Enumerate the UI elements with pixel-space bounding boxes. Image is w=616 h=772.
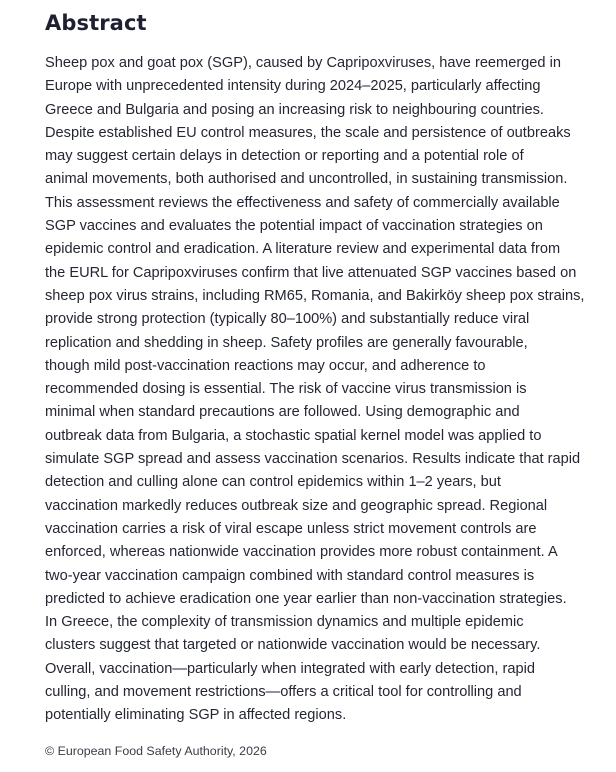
abstract-line: minimal when standard precautions are followed. Using demographic and: [45, 404, 520, 421]
abstract-line: vaccination markedly reduces outbreak size and geographic spread. Regional: [45, 497, 548, 514]
abstract-line: provide strong protection (typically 80–100%) and substantially reduce viral: [45, 311, 530, 328]
abstract-body: [45, 52, 593, 728]
abstract-line: SGP vaccines and evaluates the potential impact of vaccination strategies on: [45, 218, 543, 235]
abstract-line: two-year vaccination campaign combined with standard control measures is: [45, 567, 535, 584]
abstract-line: culling, and movement restrictions—offers a critical tool for controlling and: [45, 684, 522, 701]
abstract-line: Greece and Bulgaria and posing an increasing risk to neighbouring countries.: [45, 101, 544, 118]
abstract-line: In Greece, the complexity of transmission dynamics and multiple epidemic: [45, 614, 524, 631]
abstract-line: animal movements, both authorised and uncontrolled, in sustaining transmission.: [45, 171, 568, 188]
abstract-section: [45, 9, 593, 760]
abstract-line: Europe with unprecedented intensity during 2024–2025, particularly affecting: [45, 78, 541, 95]
abstract-line: Overall, vaccination—particularly when integrated with early detection, rapid: [45, 660, 535, 677]
abstract-line: simulate SGP spread and assess vaccination scenarios. Results indicate that rapid: [45, 451, 581, 468]
abstract-line: replication and shedding in sheep. Safety profiles are generally favourable,: [45, 334, 528, 351]
abstract-line: outbreak data from Bulgaria, a stochastic spatial kernel model was applied to: [45, 427, 542, 444]
abstract-line: epidemic control and eradication. A literature review and experimental data from: [45, 241, 561, 258]
abstract-line: Sheep pox and goat pox (SGP), caused by Capripoxviruses, have reemerged in: [45, 55, 561, 71]
abstract-line: sheep pox virus strains, including RM65, Romania, and Bakirköy sheep pox strains,: [45, 287, 585, 304]
abstract-line: vaccination carries a risk of viral escape unless strict movement controls are: [45, 520, 537, 537]
abstract-line: enforced, whereas nationwide vaccination provides more robust containment. A: [45, 544, 558, 561]
abstract-heading: Abstract: [45, 11, 147, 35]
abstract-line: predicted to achieve eradication one year earlier than non-vaccination strategies.: [45, 590, 567, 607]
abstract-line: clusters suggest that targeted or nationwide vaccination would be necessary.: [45, 637, 541, 654]
abstract-line: the EURL for Capripoxviruses confirm that live attenuated SGP vaccines based on: [45, 264, 577, 281]
abstract-line: This assessment reviews the effectiveness and safety of commercially available: [45, 194, 560, 211]
abstract-line: potentially eliminating SGP in affected regions.: [45, 707, 347, 724]
copyright-notice: © European Food Safety Authority, 2026: [45, 743, 267, 758]
abstract-line: Despite established EU control measures, the scale and persistence of outbreaks: [45, 124, 571, 141]
abstract-line: may suggest certain delays in detection or reporting and a potential role of: [45, 148, 524, 165]
abstract-line: recommended dosing is essential. The risk of vaccine virus transmission is: [45, 381, 527, 398]
abstract-line: though mild post-vaccination reactions may occur, and adherence to: [45, 357, 486, 374]
abstract-line: detection and culling alone can control epidemics within 1–2 years, but: [45, 474, 501, 491]
